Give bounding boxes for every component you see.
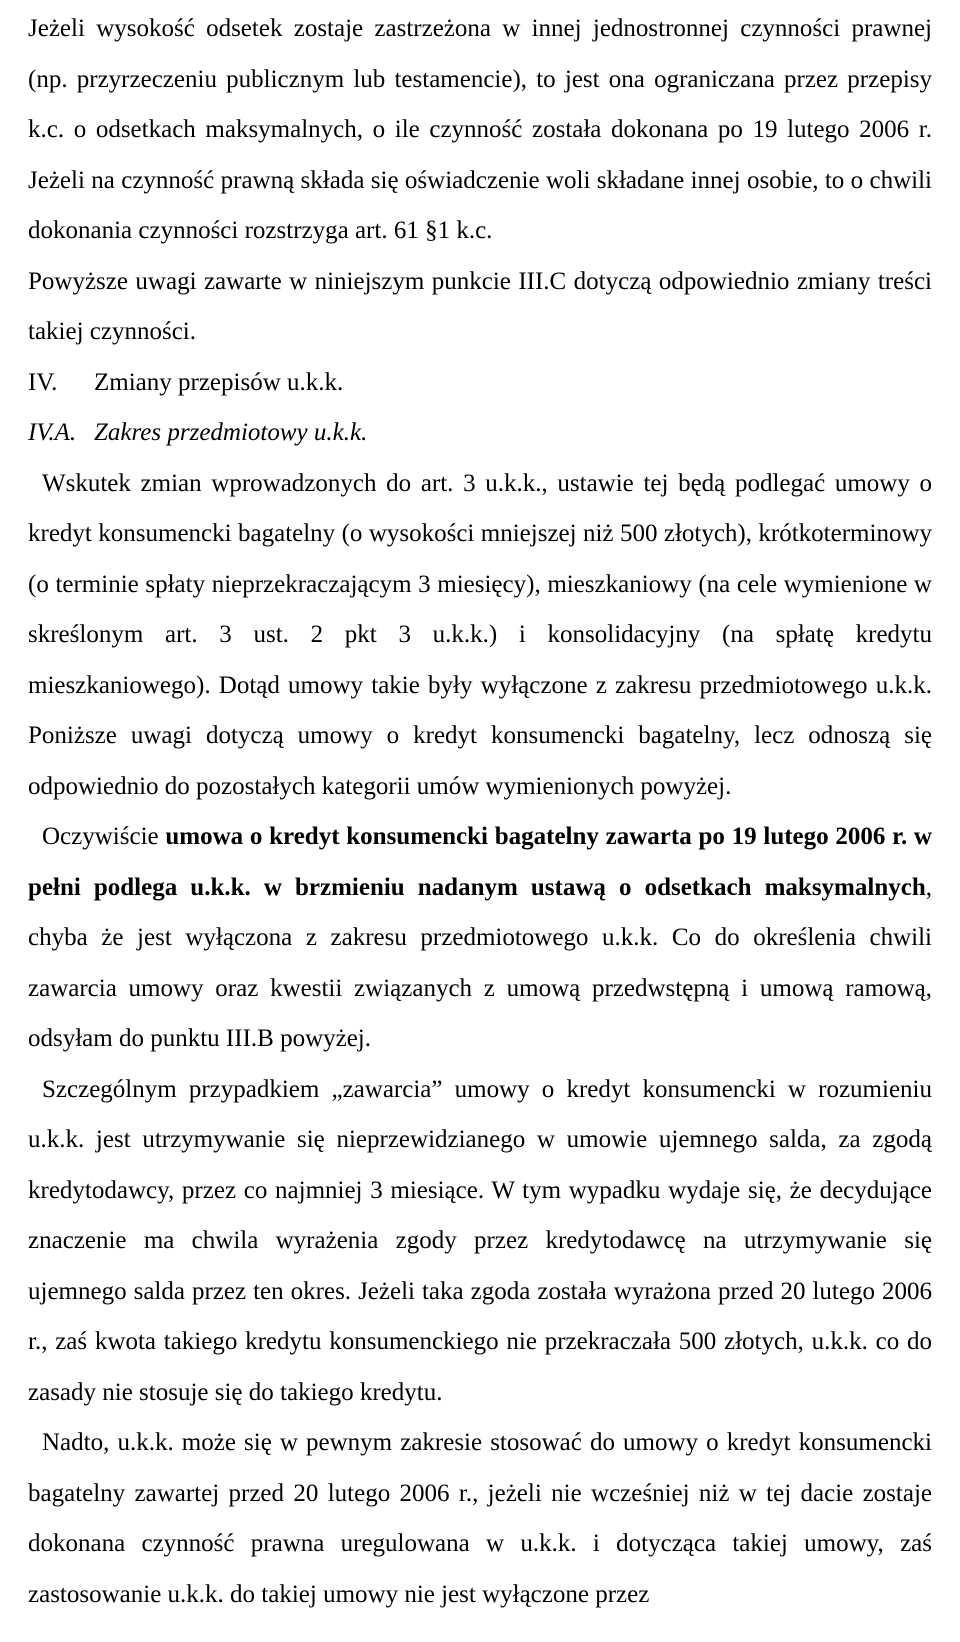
paragraph-1: Jeżeli wysokość odsetek zostaje zastrzeżona w innej jednostronnej czynności prawnej (np. przyrzeczeniu publicznym lub testamencie), to jest ona ograniczana przez przepisy k.c. o odsetkach maksymalnych, o ile czynność została dokonana po 19 lutego 2006 r. Jeżeli na czynność prawną składa się oświadczenie woli składane innej osobie, to o chwili dokonania czynności rozstrzyga art. 61 §1 k.c. bbox=[28, 15, 932, 244]
section-heading-iv bbox=[28, 358, 932, 409]
paragraph-4-rest: , chyba że jest wyłączona z zakresu przedmiotowego u.k.k. Co do określenia chwili zawarcia umowy oraz kwestii związanych z umową przedwstępną i umową ramową, odsyłam do punktu III.B powyżej. bbox=[28, 873, 932, 1052]
paragraph-5: Szczególnym przypadkiem „zawarcia” umowy o kredyt konsumencki w rozumieniu u.k.k. jest utrzymywanie się nieprzewidzianego w umowie ujemnego salda, za zgodą kredytodawcy, przez co najmniej 3 miesiące. W tym wypadku wydaje się, że decydujące znaczenie ma chwila wyrażenia zgody przez kredytodawcę na utrzymywanie się ujemnego salda przez ten okres. Jeżeli taka zgoda została wyrażona przed 20 lutego 2006 r., zaś kwota takiego kredytu konsumenckiego nie przekraczała 500 złotych, u.k.k. co do zasady nie stosuje się do takiego kredytu. bbox=[28, 1075, 932, 1406]
subsection-number: IV.A. bbox=[28, 419, 77, 446]
paragraph-2: Powyższe uwagi zawarte w niniejszym punkcie III.C dotyczą odpowiednio zmiany treści takiej czynności. bbox=[28, 267, 932, 345]
section-number: IV. bbox=[28, 368, 58, 396]
paragraph-4-bold: umowa o kredyt konsumencki bagatelny zawarta po 19 lutego 2006 r. w pełni podlega u.k.k. w brzmieniu nadanym ustawą o odsetkach maksymalnych bbox=[28, 823, 932, 901]
paragraph-6: Nadto, u.k.k. może się w pewnym zakresie stosować do umowy o kredyt konsumencki bagatelny zawartej przed 20 lutego 2006 r., jeżeli nie wcześniej niż w tej dacie zostaje dokonana czynność prawna uregulowana w u.k.k. i dotycząca takiej umowy, zaś zastosowanie u.k.k. do takiej umowy nie jest wyłączone przez bbox=[28, 1429, 932, 1608]
subsection-heading-iv-a bbox=[28, 408, 932, 459]
paragraph-3: Wskutek zmian wprowadzonych do art. 3 u.k.k., ustawie tej będą podlegać umowy o kredyt konsumencki bagatelny (o wysokości mniejszej niż 500 złotych), krótkoterminowy (o terminie spłaty nieprzekraczającym 3 miesięcy), mieszkaniowy (na cele wymienione w skreślonym art. 3 ust. 2 pkt 3 u.k.k.) i konsolidacyjny (na spłatę kredytu mieszkaniowego). Dotąd umowy takie były wyłączone z zakresu przedmiotowego u.k.k. Poniższe uwagi dotyczą umowy o kredyt konsumencki bagatelny, lecz odnoszą się odpowiednio do pozostałych kategorii umów wymienionych powyżej. bbox=[28, 469, 932, 800]
paragraph-4-lead: Oczywiście bbox=[42, 823, 166, 850]
section-title: Zmiany przepisów u.k.k. bbox=[94, 368, 344, 396]
subsection-title: Zakres przedmiotowy u.k.k. bbox=[94, 419, 368, 446]
paragraph-4 bbox=[28, 812, 932, 1065]
